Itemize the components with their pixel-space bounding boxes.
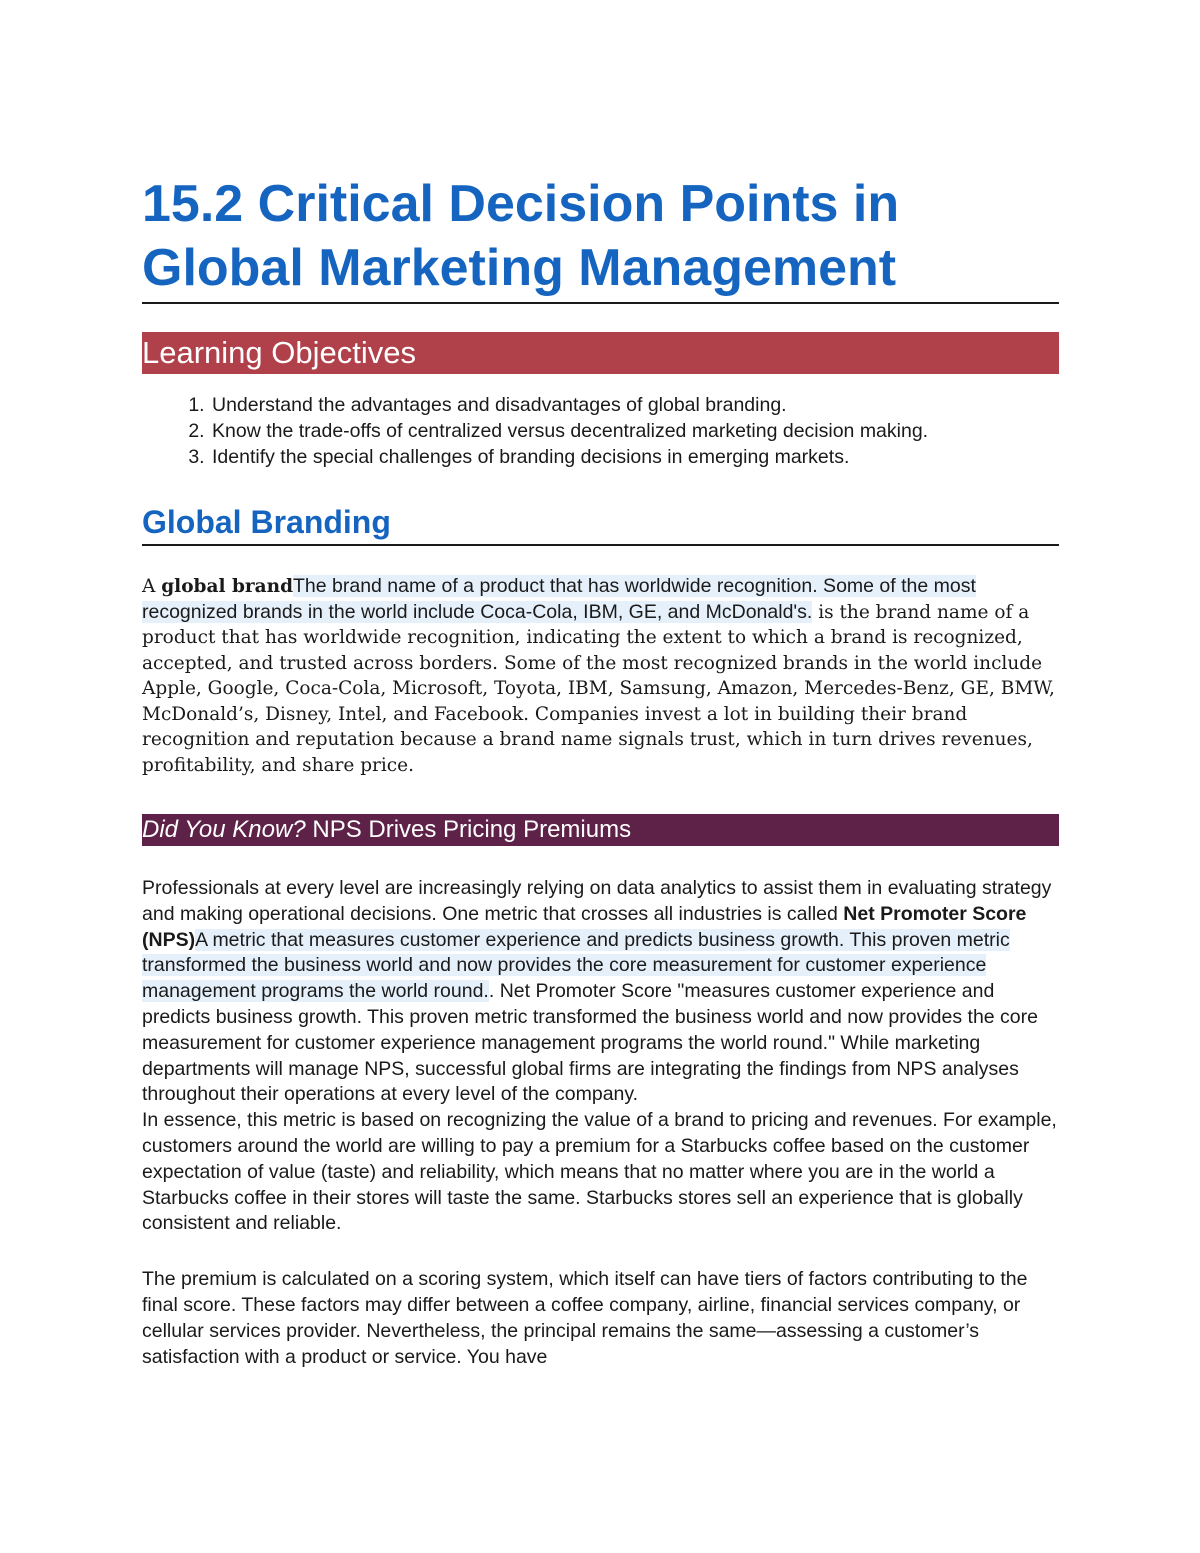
global-branding-heading: Global Branding: [142, 502, 1059, 546]
nps-paragraph-rest: . Net Promoter Score "measures customer experience and predicts business growth. This proven metric transformed the business world and now provides the core measurement for customer experience management programs the world round." While marketing departments will manage NPS, successful global firms are integrating the findings from NPS analyses throughout their operations at every level of the company.: [142, 980, 1038, 1106]
nps-term[interactable]: Net Promoter Score (NPS): [142, 902, 1027, 951]
global-branding-lead: A: [142, 576, 162, 597]
premium-paragraph: The premium is calculated on a scoring system, which itself can have tiers of factors contributing to the final score. These factors may differ between a coffee company, airline, financial services company, or cellular services provider. Nevertheless, the principal remains the same—assessing a customer’s satisfaction with a product or service. You have: [142, 1268, 1028, 1368]
global-branding-paragraph: [142, 574, 1059, 778]
nps-paragraph: [142, 876, 1059, 1108]
did-you-know-title: NPS Drives Pricing Premiums: [305, 816, 632, 843]
starbucks-paragraph: In essence, this metric is based on recognizing the value of a brand to pricing and revenues. For example, customers around the world are willing to pay a premium for a Starbucks coffee based on the customer expectation of value (taste) and reliability, which means that no matter where you are in the world a Starbucks coffee in their stores will taste the same. Starbucks stores sell an experience that is globally consistent and reliable.: [142, 1109, 1057, 1235]
nps-glossary-definition: A metric that measures customer experience and predicts business growth. This proven metric transformed the business world and now provides the core measurement for customer experience management programs the world round.: [142, 928, 1010, 1003]
learning-objectives-header: Learning Objectives: [142, 332, 1059, 374]
did-you-know-header: [142, 814, 1059, 846]
global-brand-glossary-definition: The brand name of a product that has worldwide recognition. Some of the most recognized brands in the world include Coca-Cola, IBM, GE, and McDonald's.: [142, 575, 976, 623]
global-branding-body: is the brand name of a product that has worldwide recognition, indicating the extent to which a brand is recognized, accepted, and trusted across borders. Some of the most recognized brands in the world include Apple, Google, Coca-Cola, Microsoft, Toyota, IBM, Samsung, Amazon, Mercedes-Benz, GE, BMW, McDonald’s, Disney, Intel, and Facebook. Companies invest a lot in building their brand recognition and reputation because a brand name signals trust, which in turn drives revenues, profitability, and share price.: [142, 601, 1055, 776]
learning-objective-item: 3. Identify the special challenges of branding decisions in emerging markets.: [210, 444, 1059, 470]
page-title: 15.2 Critical Decision Points in Global Marketing Management: [142, 172, 1059, 304]
nps-paragraph-lead: Professionals at every level are increasingly relying on data analytics to assist them in evaluating strategy and making operational decisions. One metric that crosses all industries is called: [142, 877, 1052, 925]
learning-objectives-list: [142, 392, 1059, 470]
learning-objective-item: 2. Know the trade-offs of centralized versus decentralized marketing decision making.: [210, 418, 1059, 444]
learning-objective-item: 1. Understand the advantages and disadvantages of global branding.: [210, 392, 1059, 418]
document-page: [142, 172, 1059, 1370]
global-brand-term[interactable]: global brand: [161, 576, 293, 597]
did-you-know-label: Did You Know?: [142, 816, 306, 843]
